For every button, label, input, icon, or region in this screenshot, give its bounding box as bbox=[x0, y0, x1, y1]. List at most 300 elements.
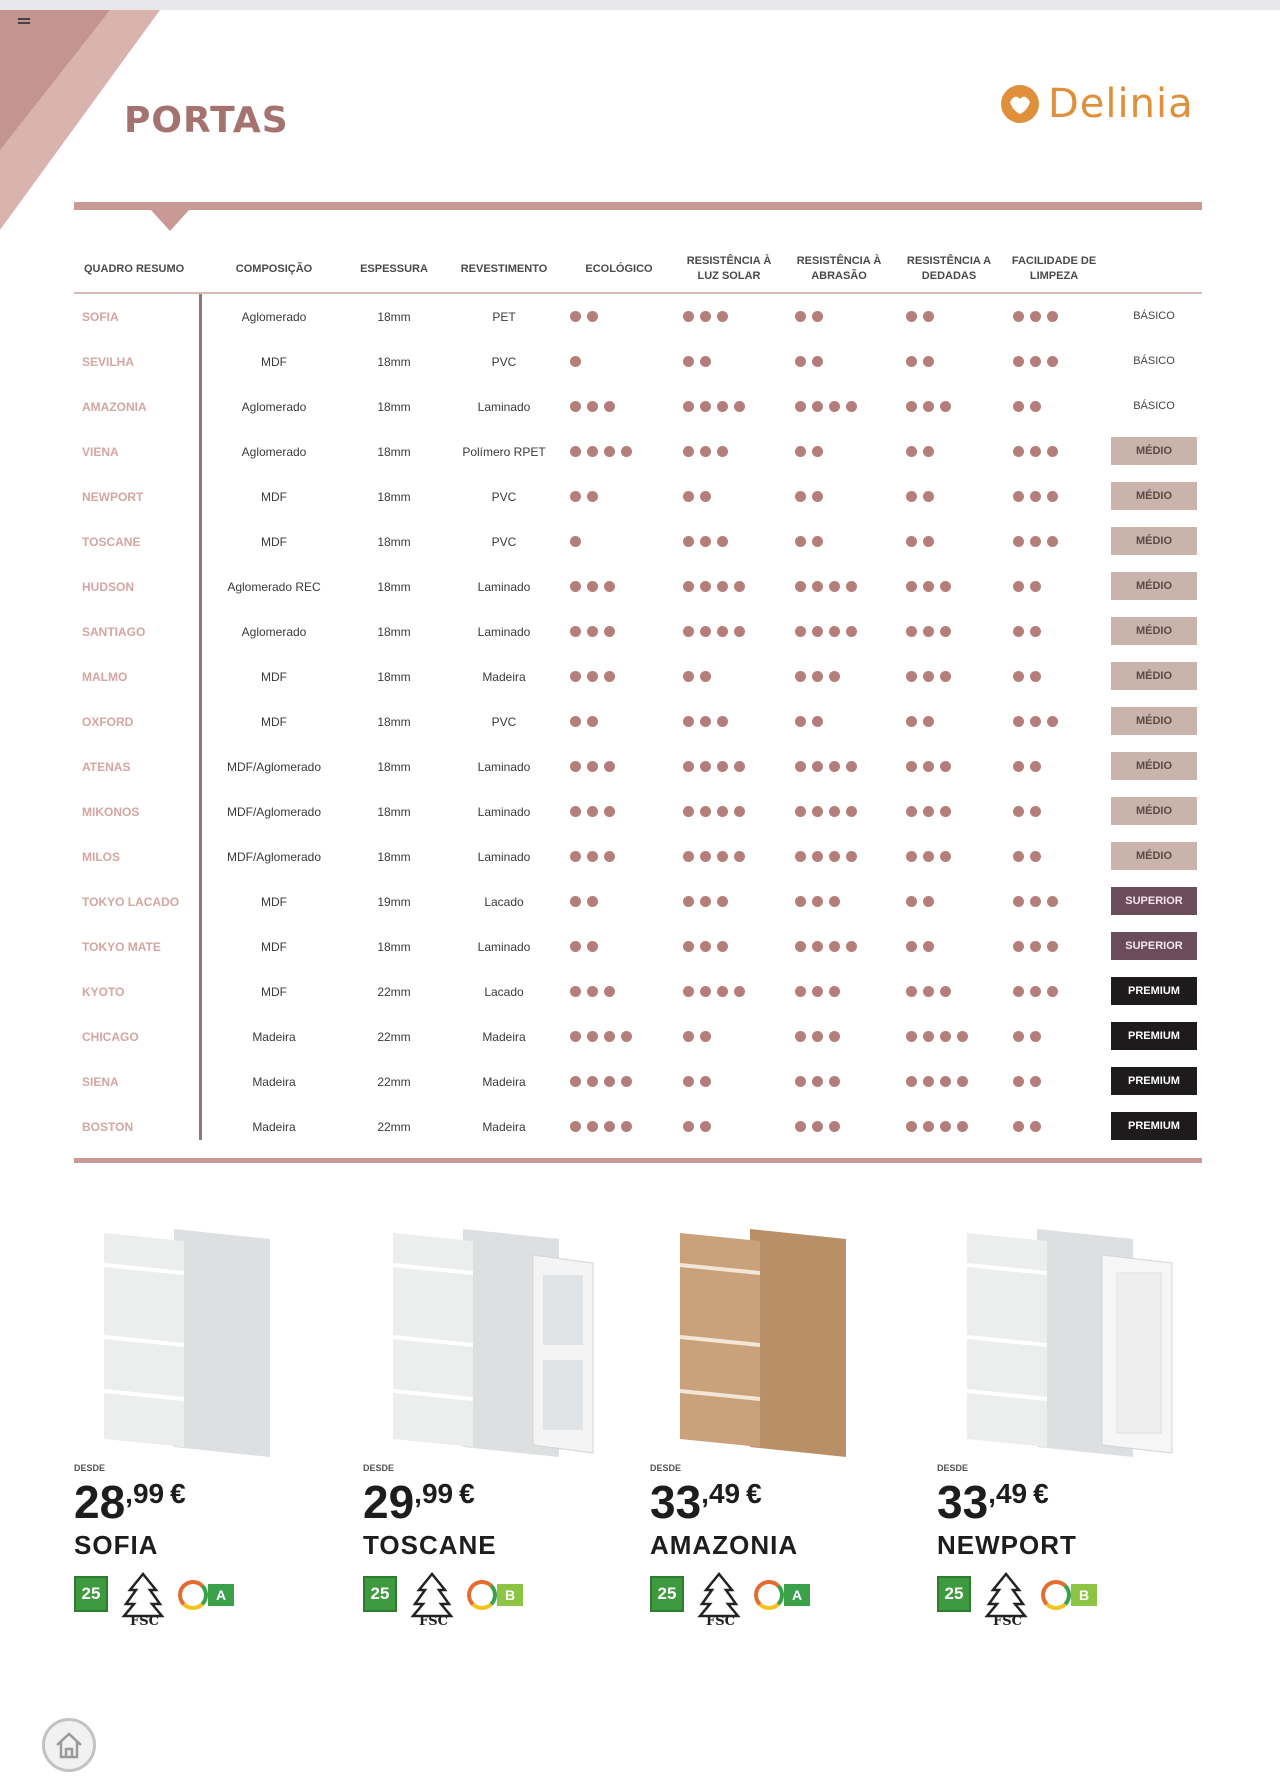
cell-espessura: 18mm bbox=[377, 939, 411, 954]
menu-icon[interactable] bbox=[18, 18, 30, 28]
rating-dot bbox=[587, 311, 598, 322]
rating-abrasao bbox=[781, 1059, 840, 1104]
rating-dot bbox=[570, 806, 581, 817]
rating-dot bbox=[829, 806, 840, 817]
rating-dot bbox=[734, 806, 745, 817]
rating-ecologico bbox=[556, 879, 598, 924]
cell-revestimento: Laminado bbox=[477, 759, 531, 774]
tier-badge: MÉDIO bbox=[1111, 437, 1197, 465]
rating-dot bbox=[587, 986, 598, 997]
cell-revestimento: Lacado bbox=[484, 894, 524, 909]
rating-dot bbox=[829, 401, 840, 412]
rating-dot bbox=[570, 536, 581, 547]
rating-abrasao bbox=[781, 474, 823, 519]
rating-abrasao bbox=[781, 609, 857, 654]
cell-espessura: 18mm bbox=[377, 714, 411, 729]
rating-dot bbox=[683, 401, 694, 412]
rating-dot bbox=[906, 896, 917, 907]
price-decimal: ,49 bbox=[988, 1478, 1028, 1509]
rating-dot bbox=[700, 806, 711, 817]
eco-ring-icon bbox=[467, 1580, 497, 1610]
rating-dot bbox=[829, 941, 840, 952]
row-name: SOFIA bbox=[82, 309, 119, 324]
rating-dot bbox=[906, 401, 917, 412]
rating-dot bbox=[683, 941, 694, 952]
rating-dot bbox=[812, 761, 823, 772]
rating-dot bbox=[1013, 581, 1024, 592]
rating-dot bbox=[717, 401, 728, 412]
eco-class: B bbox=[1071, 1584, 1097, 1606]
rating-dot bbox=[570, 1076, 581, 1087]
eco-rating-badge bbox=[178, 1580, 244, 1610]
rating-dedadas bbox=[892, 834, 951, 879]
home-button[interactable] bbox=[42, 1718, 96, 1772]
home-icon bbox=[53, 1730, 85, 1760]
rating-dot bbox=[923, 806, 934, 817]
rating-dot bbox=[570, 851, 581, 862]
product-card-sofia[interactable] bbox=[74, 1225, 324, 1645]
eco-class: A bbox=[784, 1584, 810, 1606]
rating-dedadas bbox=[892, 924, 934, 969]
rating-dot bbox=[1047, 896, 1058, 907]
table-header bbox=[74, 246, 1202, 294]
rating-dot bbox=[1013, 446, 1024, 457]
rating-luz_solar bbox=[669, 924, 728, 969]
rating-dot bbox=[795, 761, 806, 772]
rating-dot bbox=[717, 311, 728, 322]
cell-composicao: MDF/Aglomerado bbox=[226, 849, 322, 864]
rating-dot bbox=[923, 716, 934, 727]
cell-espessura: 22mm bbox=[377, 1119, 411, 1134]
cell-composicao: MDF bbox=[261, 894, 287, 909]
rating-dot bbox=[1013, 851, 1024, 862]
rating-dot bbox=[923, 1121, 934, 1132]
rating-dot bbox=[683, 1031, 694, 1042]
cell-espessura: 18mm bbox=[377, 309, 411, 324]
rating-ecologico bbox=[556, 654, 615, 699]
rating-ecologico bbox=[556, 429, 632, 474]
rating-ecologico bbox=[556, 1014, 632, 1059]
price-currency: € bbox=[170, 1478, 186, 1509]
header-limpeza: FACILIDADE DE LIMPEZA bbox=[1011, 255, 1097, 282]
cell-revestimento: Madeira bbox=[482, 1074, 526, 1089]
eco-rating-badge bbox=[754, 1580, 820, 1610]
rating-dot bbox=[940, 401, 951, 412]
rating-dot bbox=[1030, 761, 1041, 772]
rating-dot bbox=[683, 986, 694, 997]
rating-abrasao bbox=[781, 384, 857, 429]
rating-dot bbox=[1030, 581, 1041, 592]
warranty-badge: 25 bbox=[937, 1576, 971, 1612]
tier-badge: SUPERIOR bbox=[1111, 932, 1197, 960]
rating-dot bbox=[1013, 356, 1024, 367]
fsc-label: FSC bbox=[993, 1614, 1022, 1629]
row-name: KYOTO bbox=[82, 984, 125, 999]
certification-badges bbox=[937, 1570, 1187, 1630]
rating-dot bbox=[1047, 311, 1058, 322]
rating-dot bbox=[734, 851, 745, 862]
product-card-toscane[interactable] bbox=[363, 1225, 613, 1645]
rating-dot bbox=[587, 716, 598, 727]
page-title: PORTAS bbox=[124, 100, 289, 141]
rating-dot bbox=[683, 1076, 694, 1087]
cell-composicao: MDF bbox=[261, 669, 287, 684]
rating-dot bbox=[923, 941, 934, 952]
rating-dot bbox=[906, 356, 917, 367]
rating-dot bbox=[940, 671, 951, 682]
rating-dot bbox=[795, 806, 806, 817]
rating-dot bbox=[940, 806, 951, 817]
rating-dot bbox=[846, 806, 857, 817]
rating-dot bbox=[829, 1121, 840, 1132]
rating-dot bbox=[570, 581, 581, 592]
price-integer: 33 bbox=[937, 1476, 989, 1528]
cell-espessura: 18mm bbox=[377, 759, 411, 774]
rating-dedadas bbox=[892, 429, 934, 474]
rating-dot bbox=[795, 626, 806, 637]
rating-dot bbox=[812, 986, 823, 997]
rating-ecologico bbox=[556, 969, 615, 1014]
rating-dot bbox=[795, 986, 806, 997]
rating-dot bbox=[700, 581, 711, 592]
rating-dot bbox=[906, 1031, 917, 1042]
rating-dot bbox=[846, 851, 857, 862]
tier-badge: PREMIUM bbox=[1111, 1022, 1197, 1050]
rating-dot bbox=[795, 401, 806, 412]
rating-dot bbox=[700, 1076, 711, 1087]
fsc-label: FSC bbox=[130, 1614, 159, 1629]
rating-dot bbox=[717, 581, 728, 592]
rating-dot bbox=[1013, 806, 1024, 817]
rating-dot bbox=[570, 1121, 581, 1132]
rating-dot bbox=[570, 626, 581, 637]
cell-composicao: Aglomerado bbox=[241, 309, 307, 324]
rating-ecologico bbox=[556, 924, 598, 969]
tier-badge: BÁSICO bbox=[1133, 310, 1175, 322]
cell-composicao: MDF bbox=[261, 534, 287, 549]
cell-espessura: 18mm bbox=[377, 534, 411, 549]
rating-dot bbox=[906, 941, 917, 952]
rating-abrasao bbox=[781, 969, 840, 1014]
cell-revestimento: PVC bbox=[491, 489, 517, 504]
table-row bbox=[74, 789, 1202, 834]
cell-espessura: 18mm bbox=[377, 489, 411, 504]
rating-dot bbox=[1013, 896, 1024, 907]
rating-dot bbox=[1013, 1031, 1024, 1042]
rating-dot bbox=[940, 1121, 951, 1132]
tier-badge: MÉDIO bbox=[1111, 842, 1197, 870]
rating-dot bbox=[717, 446, 728, 457]
cell-composicao: Aglomerado bbox=[241, 624, 307, 639]
rating-dedadas bbox=[892, 384, 951, 429]
rating-dot bbox=[1030, 986, 1041, 997]
eco-rating-badge bbox=[467, 1580, 533, 1610]
rating-dedadas bbox=[892, 969, 951, 1014]
rating-dot bbox=[923, 761, 934, 772]
eco-rating-badge bbox=[1041, 1580, 1107, 1610]
rating-dot bbox=[570, 671, 581, 682]
rating-dot bbox=[795, 311, 806, 322]
rating-abrasao bbox=[781, 1014, 840, 1059]
rating-limpeza bbox=[999, 969, 1058, 1014]
rating-dot bbox=[923, 671, 934, 682]
rating-dot bbox=[717, 896, 728, 907]
tier-badge: MÉDIO bbox=[1111, 662, 1197, 690]
price bbox=[74, 1475, 186, 1529]
rating-dot bbox=[795, 356, 806, 367]
table-row bbox=[74, 969, 1202, 1014]
rating-dot bbox=[1013, 1121, 1024, 1132]
table-row bbox=[74, 879, 1202, 924]
rating-dot bbox=[587, 896, 598, 907]
rating-abrasao bbox=[781, 789, 857, 834]
rating-dot bbox=[570, 716, 581, 727]
rating-dot bbox=[587, 581, 598, 592]
row-name: MALMO bbox=[82, 669, 128, 684]
cell-revestimento: Laminado bbox=[477, 849, 531, 864]
rating-dot bbox=[570, 761, 581, 772]
rating-dot bbox=[734, 626, 745, 637]
rating-dot bbox=[570, 986, 581, 997]
rating-limpeza bbox=[999, 1104, 1041, 1149]
rating-dot bbox=[1030, 896, 1041, 907]
rating-abrasao bbox=[781, 654, 840, 699]
top-strip bbox=[0, 0, 1280, 10]
rating-dot bbox=[1030, 356, 1041, 367]
rating-limpeza bbox=[999, 609, 1041, 654]
table-row bbox=[74, 474, 1202, 519]
rating-dot bbox=[906, 806, 917, 817]
rating-dot bbox=[570, 356, 581, 367]
warranty-badge: 25 bbox=[74, 1576, 108, 1612]
header-luz-solar: RESISTÊNCIA À LUZ SOLAR bbox=[686, 255, 772, 282]
rating-dot bbox=[812, 356, 823, 367]
tier-badge: PREMIUM bbox=[1111, 1067, 1197, 1095]
rating-dot bbox=[829, 626, 840, 637]
rating-dot bbox=[700, 851, 711, 862]
rating-dot bbox=[940, 851, 951, 862]
rating-dot bbox=[587, 1076, 598, 1087]
cell-composicao: Aglomerado bbox=[241, 399, 307, 414]
rating-limpeza bbox=[999, 1059, 1041, 1104]
table-row bbox=[74, 339, 1202, 384]
rating-luz_solar bbox=[669, 834, 745, 879]
rating-dot bbox=[604, 581, 615, 592]
rating-dedadas bbox=[892, 1014, 968, 1059]
cell-composicao: MDF bbox=[261, 489, 287, 504]
cell-composicao: Aglomerado bbox=[241, 444, 307, 459]
rating-dot bbox=[923, 446, 934, 457]
rating-dot bbox=[957, 1031, 968, 1042]
rating-dot bbox=[812, 491, 823, 502]
tier-badge: MÉDIO bbox=[1111, 707, 1197, 735]
row-name: BOSTON bbox=[82, 1119, 134, 1134]
rating-dot bbox=[1047, 986, 1058, 997]
row-name: TOSCANE bbox=[82, 534, 141, 549]
row-name: TOKYO MATE bbox=[82, 939, 161, 954]
rating-dot bbox=[1047, 941, 1058, 952]
rating-dot bbox=[812, 401, 823, 412]
row-name: ATENAS bbox=[82, 759, 131, 774]
rating-dot bbox=[621, 446, 632, 457]
tier-badge: PREMIUM bbox=[1111, 977, 1197, 1005]
rating-dot bbox=[906, 446, 917, 457]
rating-luz_solar bbox=[669, 744, 745, 789]
eco-ring-icon bbox=[754, 1580, 784, 1610]
rating-dot bbox=[717, 536, 728, 547]
price bbox=[650, 1475, 762, 1529]
fsc-label: FSC bbox=[706, 1614, 735, 1629]
rating-dot bbox=[1013, 761, 1024, 772]
product-name: AMAZONIA bbox=[650, 1530, 799, 1560]
rating-limpeza bbox=[999, 429, 1058, 474]
row-name: MIKONOS bbox=[82, 804, 140, 819]
rating-dot bbox=[700, 626, 711, 637]
rating-luz_solar bbox=[669, 294, 728, 339]
rating-dot bbox=[906, 581, 917, 592]
rating-ecologico bbox=[556, 339, 581, 384]
header-dedadas: RESISTÊNCIA A DEDADAS bbox=[906, 255, 992, 282]
cell-espessura: 18mm bbox=[377, 669, 411, 684]
rating-ecologico bbox=[556, 519, 581, 564]
rating-dot bbox=[587, 941, 598, 952]
rating-dot bbox=[700, 446, 711, 457]
tier-badge: PREMIUM bbox=[1111, 1112, 1197, 1140]
rating-dot bbox=[1030, 671, 1041, 682]
rating-dot bbox=[717, 986, 728, 997]
rating-dot bbox=[795, 1121, 806, 1132]
cell-composicao: MDF bbox=[261, 984, 287, 999]
rating-dot bbox=[700, 716, 711, 727]
rating-luz_solar bbox=[669, 384, 745, 429]
rating-dot bbox=[587, 671, 598, 682]
cell-revestimento: Polímero RPET bbox=[462, 444, 546, 459]
rating-limpeza bbox=[999, 519, 1058, 564]
rating-luz_solar bbox=[669, 609, 745, 654]
rating-dot bbox=[604, 761, 615, 772]
table-top-rule bbox=[74, 202, 1202, 210]
cell-revestimento: Laminado bbox=[477, 804, 531, 819]
product-name: NEWPORT bbox=[937, 1530, 1077, 1560]
rating-dot bbox=[812, 1121, 823, 1132]
rating-dot bbox=[906, 1076, 917, 1087]
door-image bbox=[363, 1225, 613, 1460]
rating-dot bbox=[683, 896, 694, 907]
rating-dot bbox=[1013, 311, 1024, 322]
rating-dot bbox=[846, 401, 857, 412]
price-decimal: ,49 bbox=[701, 1478, 741, 1509]
rating-ecologico bbox=[556, 474, 598, 519]
rating-luz_solar bbox=[669, 654, 711, 699]
rating-dot bbox=[1030, 446, 1041, 457]
rating-dot bbox=[795, 896, 806, 907]
rating-abrasao bbox=[781, 564, 857, 609]
tier-badge: SUPERIOR bbox=[1111, 887, 1197, 915]
eco-ring-icon bbox=[178, 1580, 208, 1610]
cell-espessura: 22mm bbox=[377, 1029, 411, 1044]
rating-dot bbox=[700, 401, 711, 412]
rating-dot bbox=[570, 401, 581, 412]
cell-composicao: MDF/Aglomerado bbox=[226, 804, 322, 819]
rating-dot bbox=[700, 671, 711, 682]
rating-dot bbox=[812, 1031, 823, 1042]
rating-dot bbox=[923, 356, 934, 367]
rating-limpeza bbox=[999, 384, 1041, 429]
rating-dot bbox=[1047, 536, 1058, 547]
rating-dot bbox=[1030, 626, 1041, 637]
rating-luz_solar bbox=[669, 699, 728, 744]
row-name: CHICAGO bbox=[82, 1029, 139, 1044]
row-name: NEWPORT bbox=[82, 489, 144, 504]
rating-dot bbox=[621, 1031, 632, 1042]
rating-abrasao bbox=[781, 1104, 840, 1149]
table-row bbox=[74, 519, 1202, 564]
rating-dot bbox=[812, 581, 823, 592]
price-decimal: ,99 bbox=[125, 1478, 165, 1509]
rating-dot bbox=[587, 851, 598, 862]
cell-espessura: 22mm bbox=[377, 1074, 411, 1089]
rating-dot bbox=[604, 1031, 615, 1042]
rating-dot bbox=[1013, 941, 1024, 952]
rating-luz_solar bbox=[669, 789, 745, 834]
rating-dot bbox=[1030, 806, 1041, 817]
rating-dot bbox=[795, 1076, 806, 1087]
brand-logo bbox=[998, 80, 1194, 128]
tier-badge: MÉDIO bbox=[1111, 482, 1197, 510]
cell-revestimento: Madeira bbox=[482, 669, 526, 684]
rating-dedadas bbox=[892, 744, 951, 789]
price-currency: € bbox=[746, 1478, 762, 1509]
price-integer: 28 bbox=[74, 1476, 126, 1528]
cell-espessura: 18mm bbox=[377, 444, 411, 459]
rating-dot bbox=[812, 536, 823, 547]
cell-revestimento: Laminado bbox=[477, 939, 531, 954]
rating-abrasao bbox=[781, 519, 823, 564]
rating-dot bbox=[923, 581, 934, 592]
rating-dot bbox=[812, 1076, 823, 1087]
rating-dot bbox=[717, 941, 728, 952]
rating-dot bbox=[1030, 851, 1041, 862]
price-integer: 33 bbox=[650, 1476, 702, 1528]
rating-dot bbox=[717, 806, 728, 817]
rating-dot bbox=[717, 851, 728, 862]
rating-luz_solar bbox=[669, 879, 728, 924]
rating-dot bbox=[812, 446, 823, 457]
rating-luz_solar bbox=[669, 519, 728, 564]
rating-abrasao bbox=[781, 294, 823, 339]
rating-dot bbox=[812, 806, 823, 817]
price-decimal: ,99 bbox=[414, 1478, 454, 1509]
rating-dot bbox=[1030, 491, 1041, 502]
product-card-amazonia[interactable] bbox=[650, 1225, 900, 1645]
rating-dot bbox=[923, 401, 934, 412]
rating-dot bbox=[1047, 491, 1058, 502]
cell-revestimento: Lacado bbox=[484, 984, 524, 999]
rating-dot bbox=[1047, 356, 1058, 367]
rating-dedadas bbox=[892, 654, 951, 699]
brand-logo-icon bbox=[998, 82, 1042, 126]
door-image bbox=[74, 1225, 324, 1460]
price-from-label: DESDE bbox=[650, 1463, 682, 1473]
rating-ecologico bbox=[556, 564, 615, 609]
certification-badges bbox=[650, 1570, 900, 1630]
rating-abrasao bbox=[781, 834, 857, 879]
rating-ecologico bbox=[556, 1104, 632, 1149]
rating-dot bbox=[812, 941, 823, 952]
rating-dot bbox=[957, 1121, 968, 1132]
rating-dot bbox=[587, 806, 598, 817]
product-card-newport[interactable] bbox=[937, 1225, 1187, 1645]
